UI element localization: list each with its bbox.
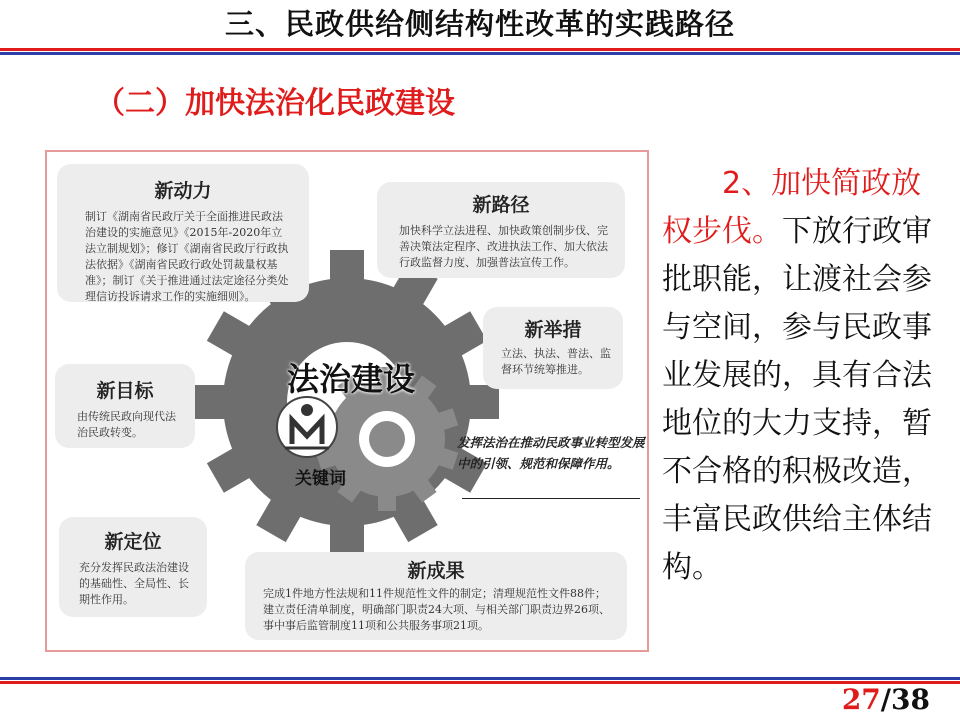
rule-of-law-figure (45, 150, 649, 652)
keyword-label: 关键词 (295, 469, 346, 489)
box-new-measure (483, 307, 623, 389)
header-rule-red (0, 48, 960, 51)
page-separator: / (880, 683, 892, 716)
civil-affairs-emblem-icon (277, 397, 337, 457)
box-new-path (377, 182, 625, 278)
box-new-path-text: 加快科学立法进程、加快政策创制步伐、完善决策法定程序、改进执法工作、加大依法行政监督力度、加强普法宣传工作。 (399, 224, 608, 269)
box-new-position-text: 充分发挥民政法治建设的基础性、全局性、长期性作用。 (79, 561, 189, 606)
section-title: （二）加快法治化民政建设 (95, 86, 455, 121)
box-new-result-title: 新成果 (407, 560, 465, 582)
slide-title: 三、民政供给侧结构性改革的实践路径 (224, 7, 735, 41)
center-title: 法治建设 (287, 360, 416, 398)
box-new-path-title: 新路径 (472, 194, 530, 216)
box-new-position (59, 517, 207, 617)
box-new-goal-title: 新目标 (96, 380, 154, 402)
box-new-measure-text: 立法、执法、普法、监督环节统筹推进。 (501, 347, 611, 376)
side-paragraph (662, 160, 947, 592)
footer-rule-blue (0, 677, 960, 680)
page-number (842, 683, 930, 716)
box-new-power (57, 164, 309, 302)
box-new-measure-title: 新举措 (524, 319, 582, 341)
box-new-power-text: 制订《湖南省民政厅关于全面推进民政法治建设的实施意见》《2015年-2020年立法立制规划》；修订《湖南省民政厅行政执法依据》《湖南省民政行政处罚裁量权基准》；制订《关于推进通过法定途径分类处理信访投诉请求工作的实施细则》。 (85, 210, 289, 303)
box-new-result (245, 552, 627, 640)
tagline-underline (462, 498, 640, 499)
page-total: 38 (891, 683, 930, 716)
box-new-result-text: 完成1件地方性法规和11件规范性文件的制定；清理规范性文件88件；建立责任清单制度，明确部门职责24大项、与相关部门职责边界26项、事中事后监管制度11项和公共服务事项21项。 (263, 587, 610, 632)
footer-rule-red (0, 681, 960, 684)
side-body: 下放行政审批职能，让渡社会参与空间，参与民政事业发展的，具有合法地位的大力支持，暂不合格的积极改造，丰富民政供给主体结构。 (662, 214, 932, 585)
figure-tagline: 发挥法治在推动民政事业转型发展中的引领、规范和保障作用。 (457, 435, 645, 471)
box-new-goal-text: 由传统民政向现代法治民政转变。 (77, 410, 176, 439)
header-rule-blue (0, 52, 960, 55)
page-current: 27 (841, 683, 881, 716)
side-heading: 2、加快简政放权步伐。 (662, 166, 922, 249)
box-new-position-title: 新定位 (104, 531, 162, 553)
box-new-goal (55, 364, 195, 448)
box-new-power-title: 新动力 (154, 180, 212, 202)
